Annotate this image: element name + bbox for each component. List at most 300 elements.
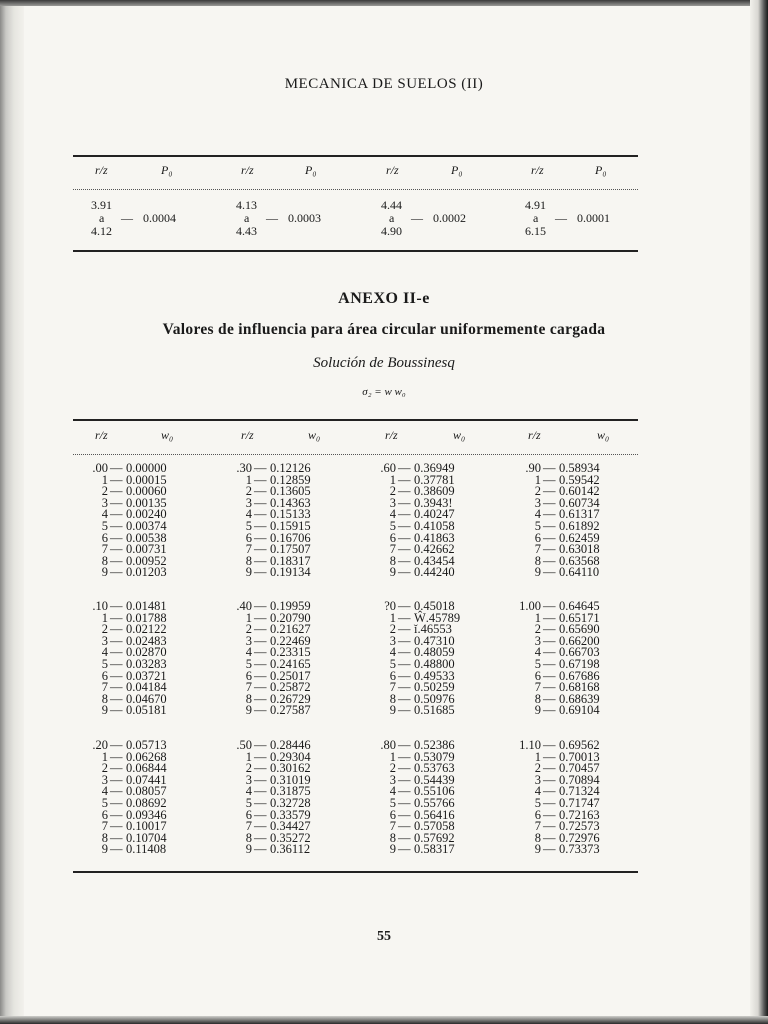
table2-rz-value: 5 — [534, 519, 541, 533]
table2-dash: — — [254, 819, 267, 834]
table2-row — [506, 704, 641, 716]
table2-dash: — — [110, 553, 123, 568]
table2-dash: — — [254, 610, 267, 625]
table2-rz-value: 2 — [245, 761, 252, 776]
table2-rz-value: 7 — [534, 819, 541, 834]
table1-dash: — — [266, 211, 278, 225]
table2-w0-value: 0.00240 — [126, 507, 167, 522]
table2-rz-value: 1 — [389, 610, 396, 625]
table2-dash: — — [254, 484, 267, 499]
table2-w0-value: 0.42662 — [414, 542, 455, 557]
table2-w0-value: 0.28446 — [270, 738, 311, 752]
table2-rz-value: 7 — [534, 542, 541, 557]
table2-header-w0-4: w₀ — [597, 428, 610, 442]
table2-rz-value: 6 — [389, 668, 396, 683]
table1-header-rz-2: r/z — [241, 163, 254, 177]
table2-rz-value: 5 — [534, 796, 541, 810]
table2-row — [217, 704, 352, 716]
table2-dash: — — [543, 703, 556, 718]
table2-dash: — — [254, 495, 267, 510]
table2-dash: — — [398, 542, 411, 557]
table2-rz-value: 3 — [534, 772, 541, 787]
table2-dash: — — [254, 530, 267, 545]
table1-cell — [91, 199, 226, 245]
table2-w0-value: 0.70457 — [559, 761, 600, 776]
table2-w0-value: 0.45018 — [414, 599, 455, 613]
table2-dash: — — [110, 784, 123, 799]
table2-rz-value: 5 — [245, 796, 252, 810]
table2-dash: — — [110, 691, 123, 706]
table2-rz-value: 8 — [101, 691, 108, 706]
table2-w0-value: 0.68168 — [559, 680, 600, 695]
table2-rz-value: 3 — [389, 495, 396, 510]
table2-w0-value: 0.00135 — [126, 495, 167, 510]
table2-dash: — — [398, 703, 411, 718]
table2-w0-value: 0.69104 — [559, 703, 600, 718]
table2-dash: — — [398, 784, 411, 799]
table2-rz-value: 1 — [101, 610, 108, 625]
table2-dash: — — [398, 761, 411, 776]
table2-w0-value: 0.57692 — [414, 830, 455, 845]
table2-w0-value: 0.15915 — [270, 519, 311, 533]
table2-w0-value: 0.00538 — [126, 530, 167, 545]
table2-header-rz-4: r/z — [528, 428, 541, 442]
table2-row — [361, 843, 496, 855]
table2-dash: — — [254, 507, 267, 522]
table2-rz-value: 8 — [245, 691, 252, 706]
table2-w0-value: 0.36949 — [414, 461, 455, 475]
table2-dash: — — [543, 796, 556, 810]
table2-rz-value: 7 — [101, 680, 108, 695]
table2-w0-value: 0.05181 — [126, 703, 167, 718]
table2-w0-value: 0.06844 — [126, 761, 167, 776]
table2-rz-value: 8 — [101, 830, 108, 845]
table2-w0-value: 0.07441 — [126, 772, 167, 787]
table2-dash: — — [254, 772, 267, 787]
table1-value: 0.0004 — [143, 211, 176, 225]
table2-dash: — — [398, 495, 411, 510]
table2-rz-value: 9 — [389, 842, 396, 857]
table2-w0-value: 0.61317 — [559, 507, 600, 522]
table2-rz-value: 4 — [389, 784, 396, 799]
table2-w0-value: 0.3943! — [414, 495, 453, 510]
table2-w0-value: 0.19959 — [270, 599, 311, 613]
table2-dash: — — [543, 461, 556, 475]
table2-dash: — — [110, 842, 123, 857]
table2-dash: — — [398, 796, 411, 810]
table2-dash: — — [543, 507, 556, 522]
table2-rz-value: 3 — [245, 772, 252, 787]
table2-rz-value: 9 — [101, 565, 108, 580]
table2-w0-value: 0.36112 — [270, 842, 311, 857]
table2-row — [217, 843, 352, 855]
table2-w0-value: 0.01203 — [126, 565, 167, 580]
table2-row — [73, 566, 208, 578]
table2-w0-value: 0.29304 — [270, 749, 311, 764]
table2-w0-value: 0.06268 — [126, 749, 167, 764]
table2-dash: — — [543, 472, 556, 487]
table2-row — [361, 704, 496, 716]
table2-dash: — — [398, 680, 411, 695]
table2-w0-value: 0.43454 — [414, 553, 455, 568]
table2-dash: — — [110, 484, 123, 499]
table2-w0-value: 0.52386 — [414, 738, 455, 752]
table2-rz-value: 6 — [389, 807, 396, 822]
table2-w0-value: 0.09346 — [126, 807, 167, 822]
table2-rz-value: 9 — [101, 842, 108, 857]
table2-w0-value: 0.25872 — [270, 680, 311, 695]
table2-rz-value: 8 — [389, 691, 396, 706]
table2-w0-value: 0.61892 — [559, 519, 600, 533]
table2-dash: — — [254, 680, 267, 695]
table2-dash: — — [254, 645, 267, 660]
table2-rz-value: ?0 — [384, 599, 396, 613]
table2-w0-value: 0.50259 — [414, 680, 455, 695]
table2-w0-value: 0.10017 — [126, 819, 167, 834]
table2-rz-value: 6 — [245, 668, 252, 683]
table2-rz-value: .50 — [236, 738, 252, 752]
table2-rz-value: 6 — [101, 530, 108, 545]
table2-w0-value: 0.15133 — [270, 507, 311, 522]
table2-dash: — — [110, 495, 123, 510]
table2-w0-value: 0.40247 — [414, 507, 455, 522]
table2-rz-value: 1 — [534, 610, 541, 625]
table2-rz-value: 5 — [389, 519, 396, 533]
table2-w0-value: 0.00000 — [126, 461, 167, 475]
table2-rz-value: 6 — [245, 807, 252, 822]
table2-row — [361, 566, 496, 578]
table2-dash: — — [398, 738, 411, 752]
table2-dash: — — [254, 703, 267, 718]
table2-rz-value: 8 — [534, 553, 541, 568]
table2-rz-value: 7 — [245, 542, 252, 557]
table2-rz-value: 2 — [245, 484, 252, 499]
table2-rz-value: 1 — [245, 472, 252, 487]
table2-w0-value: 0.41863 — [414, 530, 455, 545]
table2-rz-value: .20 — [92, 738, 108, 752]
table2-w0-value: 0.14363 — [270, 495, 311, 510]
table1-range-from: 4.13 — [236, 198, 257, 212]
table2-rz-value: 8 — [101, 553, 108, 568]
table1-header-rz-3: r/z — [386, 163, 399, 177]
table2-dash: — — [398, 691, 411, 706]
table2-w0-value: 0.55766 — [414, 796, 455, 810]
table2-rz-value: 2 — [245, 622, 252, 637]
table2-rz-value: 7 — [389, 680, 396, 695]
table2-rz-value: 4 — [245, 507, 252, 522]
table2-rz-value: 8 — [389, 553, 396, 568]
table2-rz-value: 2 — [389, 761, 396, 776]
table1-range-a: a — [99, 211, 105, 225]
table2-rz-value: 1 — [534, 749, 541, 764]
table2-dash: — — [110, 610, 123, 625]
table2-dash: — — [254, 622, 267, 637]
table2-rz-value: 6 — [101, 668, 108, 683]
table2-rz-value: 3 — [534, 633, 541, 648]
table2-w0-value: 0.48800 — [414, 657, 455, 671]
table2-w0-value: 0.49533 — [414, 668, 455, 683]
table2-dash: — — [543, 668, 556, 683]
table2-w0-value: 0.60734 — [559, 495, 600, 510]
table2-rz-value: .80 — [380, 738, 396, 752]
running-header: MECANICA DE SUELOS (II) — [284, 76, 484, 92]
table2-dash: — — [254, 738, 267, 752]
table1-header-p0-4: P₀ — [595, 163, 607, 177]
table1-bottom-rule — [73, 250, 638, 252]
table2-dash: — — [543, 495, 556, 510]
table2-rz-value: 5 — [245, 657, 252, 671]
table2-rz-value: 2 — [534, 761, 541, 776]
table2-w0-value: 0.72976 — [559, 830, 600, 845]
table1-header-p0-1: P₀ — [161, 163, 173, 177]
table2-dash: — — [110, 703, 123, 718]
table2-w0-value: 0.00015 — [126, 472, 167, 487]
table2-dash: — — [543, 553, 556, 568]
table2-dash: — — [398, 565, 411, 580]
table2-dash: — — [254, 807, 267, 822]
table2-dash: — — [110, 680, 123, 695]
table2-w0-value: 0.01481 — [126, 599, 167, 613]
table2-dash: — — [110, 507, 123, 522]
table2-w0-value: 0.66200 — [559, 633, 600, 648]
table2-w0-value: 0.17507 — [270, 542, 311, 557]
table2-dash: — — [398, 749, 411, 764]
table2-rz-value: 3 — [245, 495, 252, 510]
table2-rz-value: 3 — [101, 495, 108, 510]
table2-dash: — — [543, 622, 556, 637]
table2-w0-value: 0.59542 — [559, 472, 600, 487]
table2-rz-value: 9 — [389, 565, 396, 580]
table2-rz-value: 6 — [245, 530, 252, 545]
table1-header-p0-3: P₀ — [451, 163, 463, 177]
table2-rz-value: 3 — [389, 772, 396, 787]
table2-dash: — — [543, 680, 556, 695]
table2-w0-value: 0.63568 — [559, 553, 600, 568]
table2-dash: — — [543, 830, 556, 845]
table2-dash: — — [398, 507, 411, 522]
table2-w0-value: 0.12859 — [270, 472, 311, 487]
table2-rz-value: 4 — [245, 784, 252, 799]
table2-w0-value: 0.72163 — [559, 807, 600, 822]
table2-header-w0-3: w₀ — [453, 428, 466, 442]
table2-rz-value: 2 — [101, 484, 108, 499]
table2-w0-value: 0.55106 — [414, 784, 455, 799]
formula: σ₂ = w w₀ — [362, 386, 406, 398]
table2-dash: — — [110, 622, 123, 637]
table2-rz-value: 1 — [245, 610, 252, 625]
table2-w0-value: 0.08057 — [126, 784, 167, 799]
annex-title: ANEXO II-e — [338, 290, 430, 307]
table2-w0-value: 0.21627 — [270, 622, 311, 637]
table2-dash: — — [543, 484, 556, 499]
table2-dash: — — [110, 599, 123, 613]
table2-rz-value: 6 — [534, 807, 541, 822]
table2-w0-value: 0.02122 — [126, 622, 167, 637]
table1-range-a: a — [533, 211, 539, 225]
table2-w0-value: 0.32728 — [270, 796, 311, 810]
table2-dash: — — [254, 565, 267, 580]
table2-w0-value: 0.54439 — [414, 772, 455, 787]
table2-header-rz-3: r/z — [385, 428, 398, 442]
table2-rz-value: 1 — [389, 749, 396, 764]
table2-dash: — — [254, 830, 267, 845]
table2-dash: — — [398, 645, 411, 660]
table2-dash: — — [254, 519, 267, 533]
page-number: 55 — [377, 929, 391, 944]
table2-dash: — — [543, 772, 556, 787]
table2-rz-value: 7 — [101, 542, 108, 557]
table2-dash: — — [254, 691, 267, 706]
table2-rz-value: 8 — [389, 830, 396, 845]
table2-w0-value: 0.12126 — [270, 461, 311, 475]
table2-dash: — — [254, 842, 267, 857]
table1-header-row — [73, 163, 638, 183]
table2-dash: — — [398, 633, 411, 648]
table2-dash: — — [543, 645, 556, 660]
table2-w0-value: 0.56416 — [414, 807, 455, 822]
table1-range-from: 4.44 — [381, 198, 402, 212]
table2-rz-value: 2 — [534, 622, 541, 637]
table2-dash: — — [543, 842, 556, 857]
table2-rz-value: 3 — [101, 772, 108, 787]
table2-dash: — — [254, 749, 267, 764]
table2-dash: — — [398, 772, 411, 787]
table1-header-rz-1: r/z — [95, 163, 108, 177]
table2-rz-value: 7 — [245, 819, 252, 834]
table2-dash: — — [254, 668, 267, 683]
table2-dash: — — [398, 553, 411, 568]
table2-dash: — — [543, 749, 556, 764]
table2-w0-value: 0.31019 — [270, 772, 311, 787]
table2-dash: — — [398, 610, 411, 625]
table2-dash: — — [110, 645, 123, 660]
table2-w0-value: 0.24165 — [270, 657, 311, 671]
table2-rz-value: 9 — [245, 703, 252, 718]
table2-w0-value: 0.73373 — [559, 842, 600, 857]
table2-w0-value: 0.48059 — [414, 645, 455, 660]
table2-w0-value: 0.02870 — [126, 645, 167, 660]
table2-dash: — — [398, 530, 411, 545]
table2-row — [506, 566, 641, 578]
table1-cell — [381, 199, 516, 245]
table2-rz-value: 4 — [389, 507, 396, 522]
table2-top-rule — [73, 419, 638, 421]
table2-w0-value: 0.71747 — [559, 796, 600, 810]
table2-w0-value: 0.35272 — [270, 830, 311, 845]
table2-w0-value: 0.70013 — [559, 749, 600, 764]
table2-rz-value: 9 — [245, 565, 252, 580]
table2-rz-value: 5 — [101, 796, 108, 810]
table2-dash: — — [254, 542, 267, 557]
table2-rz-value: 2 — [534, 484, 541, 499]
table2-rz-value: 8 — [534, 830, 541, 845]
table2-w0-value: 0.60142 — [559, 484, 600, 499]
table2-dash: — — [254, 633, 267, 648]
table2-dash: — — [398, 599, 411, 613]
table2-w0-value: 0.64110 — [559, 565, 600, 580]
table2-rz-value: 4 — [101, 645, 108, 660]
table2-dash: — — [110, 530, 123, 545]
table2-rz-value: 9 — [534, 842, 541, 857]
table2-dash: — — [398, 819, 411, 834]
table2-dash: — — [110, 519, 123, 533]
table2-dash: — — [543, 761, 556, 776]
table2-rz-value: 5 — [101, 657, 108, 671]
table2-rz-value: 2 — [101, 761, 108, 776]
table2-w0-value: 0.67198 — [559, 657, 600, 671]
table2-header-w0-1: w₀ — [161, 428, 174, 442]
table2-dash: — — [110, 772, 123, 787]
table2-rz-value: 7 — [389, 542, 396, 557]
table2-dash: — — [398, 472, 411, 487]
table2-rz-value: 1 — [389, 472, 396, 487]
table1-cell — [236, 199, 371, 245]
table1-row — [73, 199, 638, 245]
table2-dash: — — [254, 599, 267, 613]
table2-w0-value: 0.58317 — [414, 842, 455, 857]
table2-rz-value: 3 — [245, 633, 252, 648]
table1-header-rz-4: r/z — [531, 163, 544, 177]
table2-w0-value: 0.53079 — [414, 749, 455, 764]
table2-w0-value: 0.66703 — [559, 645, 600, 660]
table1-range-to: 6.15 — [525, 224, 546, 238]
table2-w0-value: 0.65171 — [559, 610, 600, 625]
table2-w0-value: 0.03721 — [126, 668, 167, 683]
table2-w0-value: 0.00374 — [126, 519, 167, 533]
table2-dash: — — [543, 542, 556, 557]
table2-w0-value: 0.71324 — [559, 784, 600, 799]
table2-w0-value: ǐ.46553 — [414, 622, 452, 637]
table2-dash: — — [110, 461, 123, 475]
table2-w0-value: 0.65690 — [559, 622, 600, 637]
table2-dash: — — [110, 657, 123, 671]
table2-dash: — — [110, 819, 123, 834]
table2-rz-value: .90 — [525, 461, 541, 475]
table2-dash: — — [543, 633, 556, 648]
table2-rz-value: 5 — [245, 519, 252, 533]
table2-w0-value: 0.10704 — [126, 830, 167, 845]
table2-dash: — — [543, 519, 556, 533]
table2-w0-value: 0.67686 — [559, 668, 600, 683]
scan-top-edge — [0, 0, 768, 6]
table2-w0-value: 0.08692 — [126, 796, 167, 810]
table1-header-rule — [73, 189, 638, 190]
table2-dash: — — [254, 461, 267, 475]
table2-dash: — — [110, 633, 123, 648]
table2-dash: — — [398, 461, 411, 475]
table2-w0-value: 0.51685 — [414, 703, 455, 718]
table2-rz-value: 1 — [245, 749, 252, 764]
table2-w0-value: 0.47310 — [414, 633, 455, 648]
table1-dash: — — [121, 211, 133, 225]
table2-dash: — — [398, 657, 411, 671]
table2-w0-value: 0.23315 — [270, 645, 311, 660]
table2-rz-value: 3 — [389, 633, 396, 648]
table2-w0-value: 0.72573 — [559, 819, 600, 834]
table2-dash: — — [398, 484, 411, 499]
table1-header-p0-2: P₀ — [305, 163, 317, 177]
table2-w0-value: Ŵ.45789 — [414, 610, 461, 625]
table2-w0-value: 0.62459 — [559, 530, 600, 545]
table2-w0-value: 0.69562 — [559, 738, 600, 752]
table1-dash: — — [555, 211, 567, 225]
table2-w0-value: 0.00060 — [126, 484, 167, 499]
table2-header-rz-1: r/z — [95, 428, 108, 442]
table2-row — [73, 843, 208, 855]
table2-rz-value: 4 — [534, 645, 541, 660]
solution-label: Solución de Boussinesq — [313, 355, 455, 371]
table2-rz-value: 2 — [389, 622, 396, 637]
